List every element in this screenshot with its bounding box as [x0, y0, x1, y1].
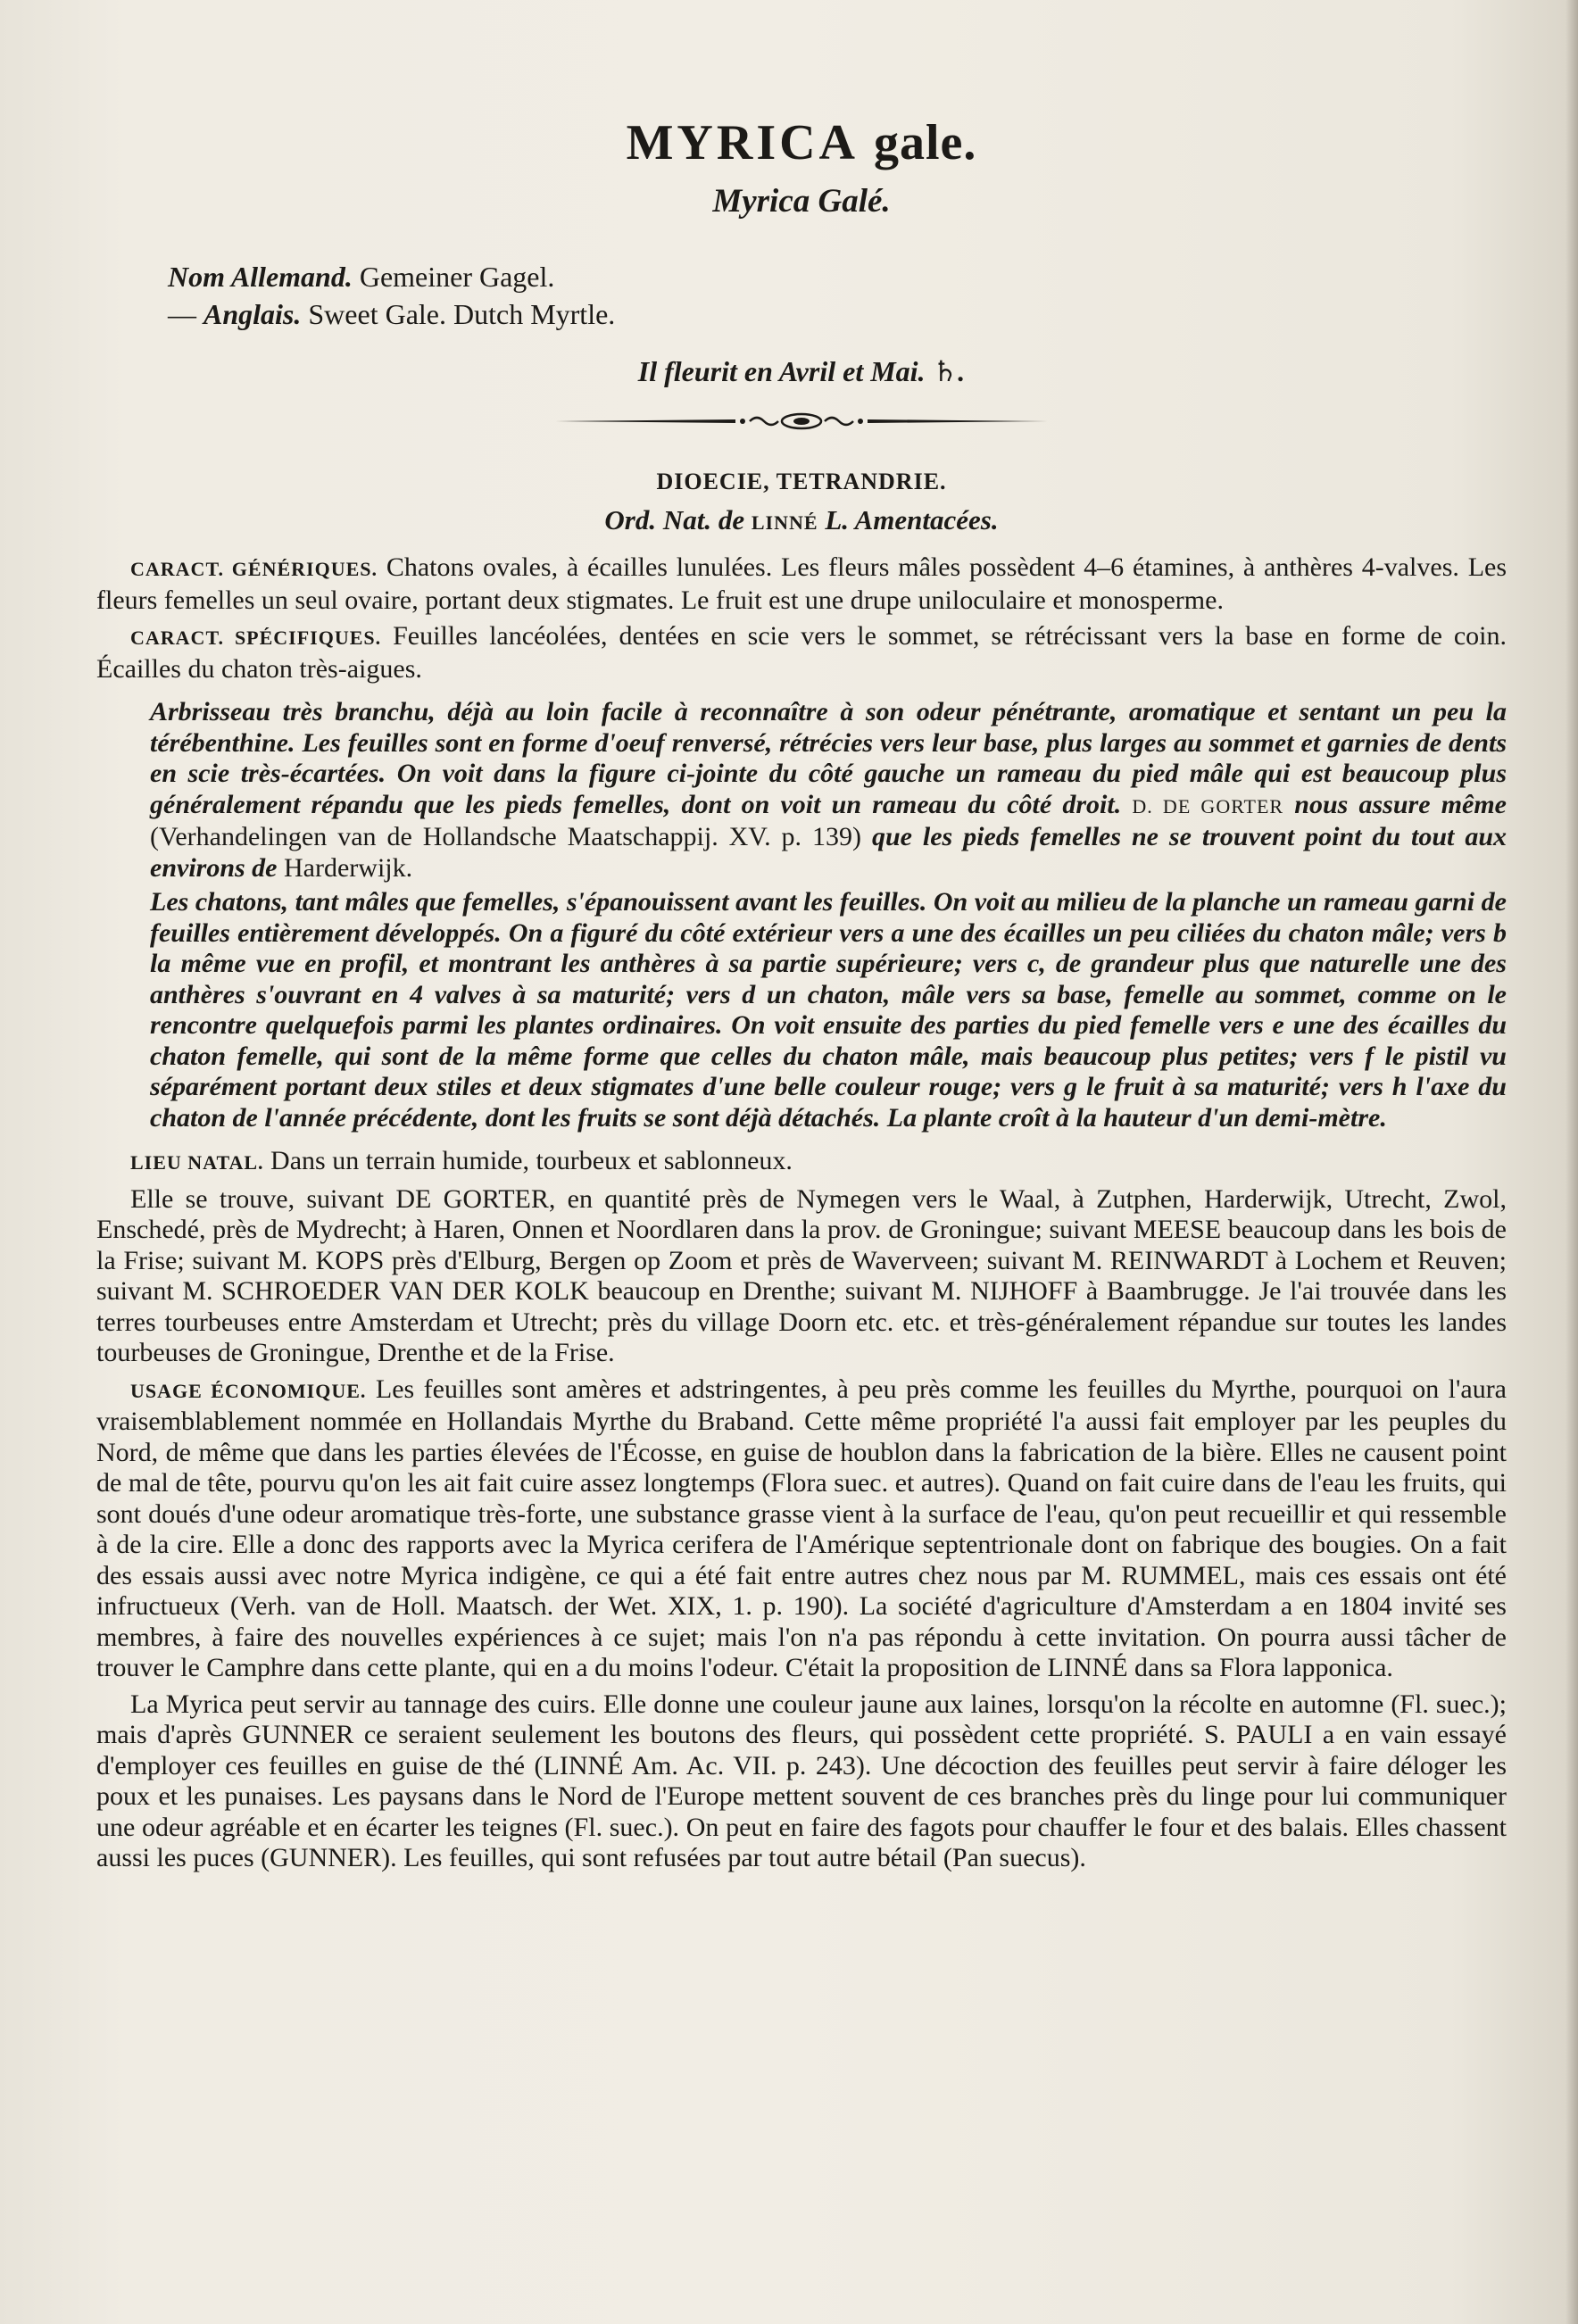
specific-characters: [96, 621, 1507, 685]
description-1-b: nous assure même: [1294, 789, 1507, 819]
ord-prefix: Ord. Nat. de: [604, 504, 745, 535]
page-subtitle: Myrica Galé.: [712, 183, 891, 220]
english-label: Anglais.: [203, 298, 302, 330]
final-paragraph: La Myrica peut servir au tannage des cuirs. Elle donne une couleur jaune aux laines, lorsqu'on la récolte en automne (Fl. suec.); mais d'après GUNNER ce seraient seulement les boutons des fleurs, qui possèdent cette propriété. S. PAULI a en vain essayé d'employer ces feuilles en guise de thé (LINNÉ Am. Ac. VII. p. 243). Une décoction des feuilles peut servir à faire déloger les poux et les punaises. Les paysans dans le Nord de l'Europe mettent souvent de ces branches près du linge pour lui communiquer une odeur agréable et en écarter les teignes (Fl. suec.). On peut en faire des fagots pour chauffer le four et des balais. Elles chassent aussi les puces (GUNNER). Les feuilles, qui sont refusées par tout autre bétail (Pan suecus).: [96, 1689, 1507, 1872]
page-title: [96, 114, 1507, 171]
generic-characters-label: CARACT. GÉNÉRIQUES.: [130, 558, 378, 580]
description-1-a: Arbrisseau très branchu, déjà au loin facile à reconnaître à son odeur pénétrante, aromatique et sentant un peu la térébenthine. Les feuilles sont en forme d'oeuf renversé, rétrécies vers leur base, plus larges au sommet et garnies de dents en scie très-écartées. On voit dans la figure ci-jointe du côté gauche un rameau du pied mâle qui est beaucoup plus généralement répandu que les pieds femelles, dont on voit un rameau du côté droit.: [150, 697, 1507, 819]
native-habitat-label: LIEU NATAL.: [130, 1151, 264, 1174]
page-edge-shadow: [1566, 0, 1578, 2324]
description-1-place: Harderwijk.: [284, 852, 413, 883]
description-1-ref: (Verhandelingen van de Hollandsche Maatschappij. XV. p. 139): [150, 822, 861, 851]
spacer: [96, 1133, 1507, 1146]
description-1-c: que les pieds femelles ne se trouvent point du tout aux environs de: [150, 822, 1507, 883]
title-genus: MYRICA: [626, 115, 859, 170]
natural-order-line: [96, 504, 1507, 536]
german-label: Nom Allemand.: [168, 261, 353, 293]
description-1-gorter: D. DE GORTER: [1132, 794, 1284, 818]
economic-use-label: USAGE ÉCONOMIQUE.: [130, 1379, 367, 1402]
english-value: Sweet Gale. Dutch Myrtle.: [308, 298, 616, 330]
ord-suffix: L. Amentacées.: [825, 504, 999, 535]
classification-line: DIOECIE, TETRANDRIE.: [656, 469, 947, 494]
habitat-paragraph: Elle se trouve, suivant DE GORTER, en quantité près de Nymegen vers le Waal, à Zutphen, Harderwijk, Utrecht, Zwol, Enschedé, près de Mydrecht; à Haren, Onnen et Noordlaren dans la prov. de Groningue; suivant MEESE beaucoup dans les bois de la Frise; suivant M. KOPS près d'Elburg, Bergen op Zoom et près de Waverveen; suivant M. REINWARDT à Lochem et Reuven; suivant M. SCHROEDER VAN DER KOLK beaucoup en Drenthe; suivant M. NIJHOFF à Baambrugge. Je l'ai trouvée dans les terres tourbeuses entre Amsterdam et Utrecht; près du village Doorn etc. etc. et très-généralement répandue sur toutes les landes tourbeuses de Groningue, Drenthe et de la Frise.: [96, 1183, 1507, 1367]
native-habitat-text: Dans un terrain humide, tourbeux et sablonneux.: [270, 1146, 793, 1175]
german-value: Gemeiner Gagel.: [359, 261, 555, 293]
generic-characters-text: Chatons ovales, à écailles lunulées. Les fleurs mâles possèdent 4–6 étamines, à anthères 4-valves. Les fleurs femelles un seul ovaire, portant deux stigmates. Le fruit est une drupe uniloculaire et monosperme.: [96, 552, 1507, 615]
english-name-line: [168, 295, 1507, 333]
description-paragraph-1: [150, 697, 1507, 884]
title-species: gale.: [874, 115, 977, 170]
common-names: [168, 258, 1507, 333]
specific-characters-text: Feuilles lancéolées, dentées en scie vers le sommet, se rétrécissant vers la base en forme de coin. Écailles du chaton très-aigues.: [96, 621, 1507, 684]
ord-linne: LINNÉ: [751, 511, 818, 534]
english-dash: —: [168, 298, 196, 330]
economic-use: [96, 1374, 1507, 1684]
native-habitat: [96, 1146, 1507, 1179]
economic-use-text: Les feuilles sont amères et adstringentes, à peu près comme les feuilles du Myrthe, pourquoi on l'aura vraisemblablement nommée en Hollandais Myrthe du Braband. Cette même propriété l'a aussi fait employer par les peuples du Nord, de même que dans les parties élevées de l'Écosse, en guise de houblon dans la fabrication de la bière. Elles ne causent point de mal de tête, pourvu qu'on les ait fait cuire assez longtemps (Flora suec. et autres). Quand on fait cuire dans de l'eau les fruits, qui sont doués d'une odeur aromatique très-forte, une substance grasse vient à la surface de l'eau, qu'on peut recueillir et qui ressemble à de la cire. Elle a donc des rapports avec la Myrica cerifera de l'Amérique septentrionale dont on fabrique des bougies. On a fait des essais aussi avec notre Myrica indigène, ce qui a été fait entre autres chez nous par M. RUMMEL, mais ces essais ont été infructueux (Verh. van de Holl. Maatsch. der Wet. XIX, 1. p. 190). La société d'agriculture d'Amsterdam a en 1804 invité ses membres, à faire des nouvelles expériences à ce sujet; mais l'on n'a pas répondu à cette invitation. On pourra aussi tâcher de trouver le Camphre dans cette plante, qui en a du moins l'odeur. C'était la proposition de LINNÉ dans sa Flora lapponica.: [96, 1374, 1507, 1682]
description-paragraph-2: Les chatons, tant mâles que femelles, s'épanouissent avant les feuilles. On voit au milieu de la planche un rameau garni de feuilles entièrement développés. On a figuré du côté extérieur vers a une des écailles un peu ciliées du chaton mâle; vers b la même vue en profil, et montrant les anthères à sa partie supérieure; vers c, de grandeur plus que naturelle une des anthères s'ouvrant en 4 valves à sa maturité; vers d un chaton, mâle vers sa base, femelle au sommet, comme on le rencontre quelquefois parmi les plantes ordinaires. On voit ensuite des parties du pied femelle vers e une des écailles du chaton femelle, qui sont de la même forme que celles du chaton mâle, mais beaucoup plus petites; vers f le pistil vu séparément portant deux stiles et deux stigmates d'une belle couleur rouge; vers g le fruit à sa maturité; vers h l'axe du chaton de l'année précédente, dont les fruits se sont déjà détachés. La plante croît à la hauteur d'un demi-mètre.: [150, 887, 1507, 1133]
ornamental-rule: [96, 411, 1507, 431]
german-name-line: [168, 258, 1507, 295]
generic-characters: [96, 552, 1507, 616]
ornament-divider-icon: [552, 411, 1051, 431]
specific-characters-label: CARACT. SPÉCIFIQUES.: [130, 627, 382, 649]
flowering-line: Il fleurit en Avril et Mai. ♄.: [637, 355, 966, 387]
